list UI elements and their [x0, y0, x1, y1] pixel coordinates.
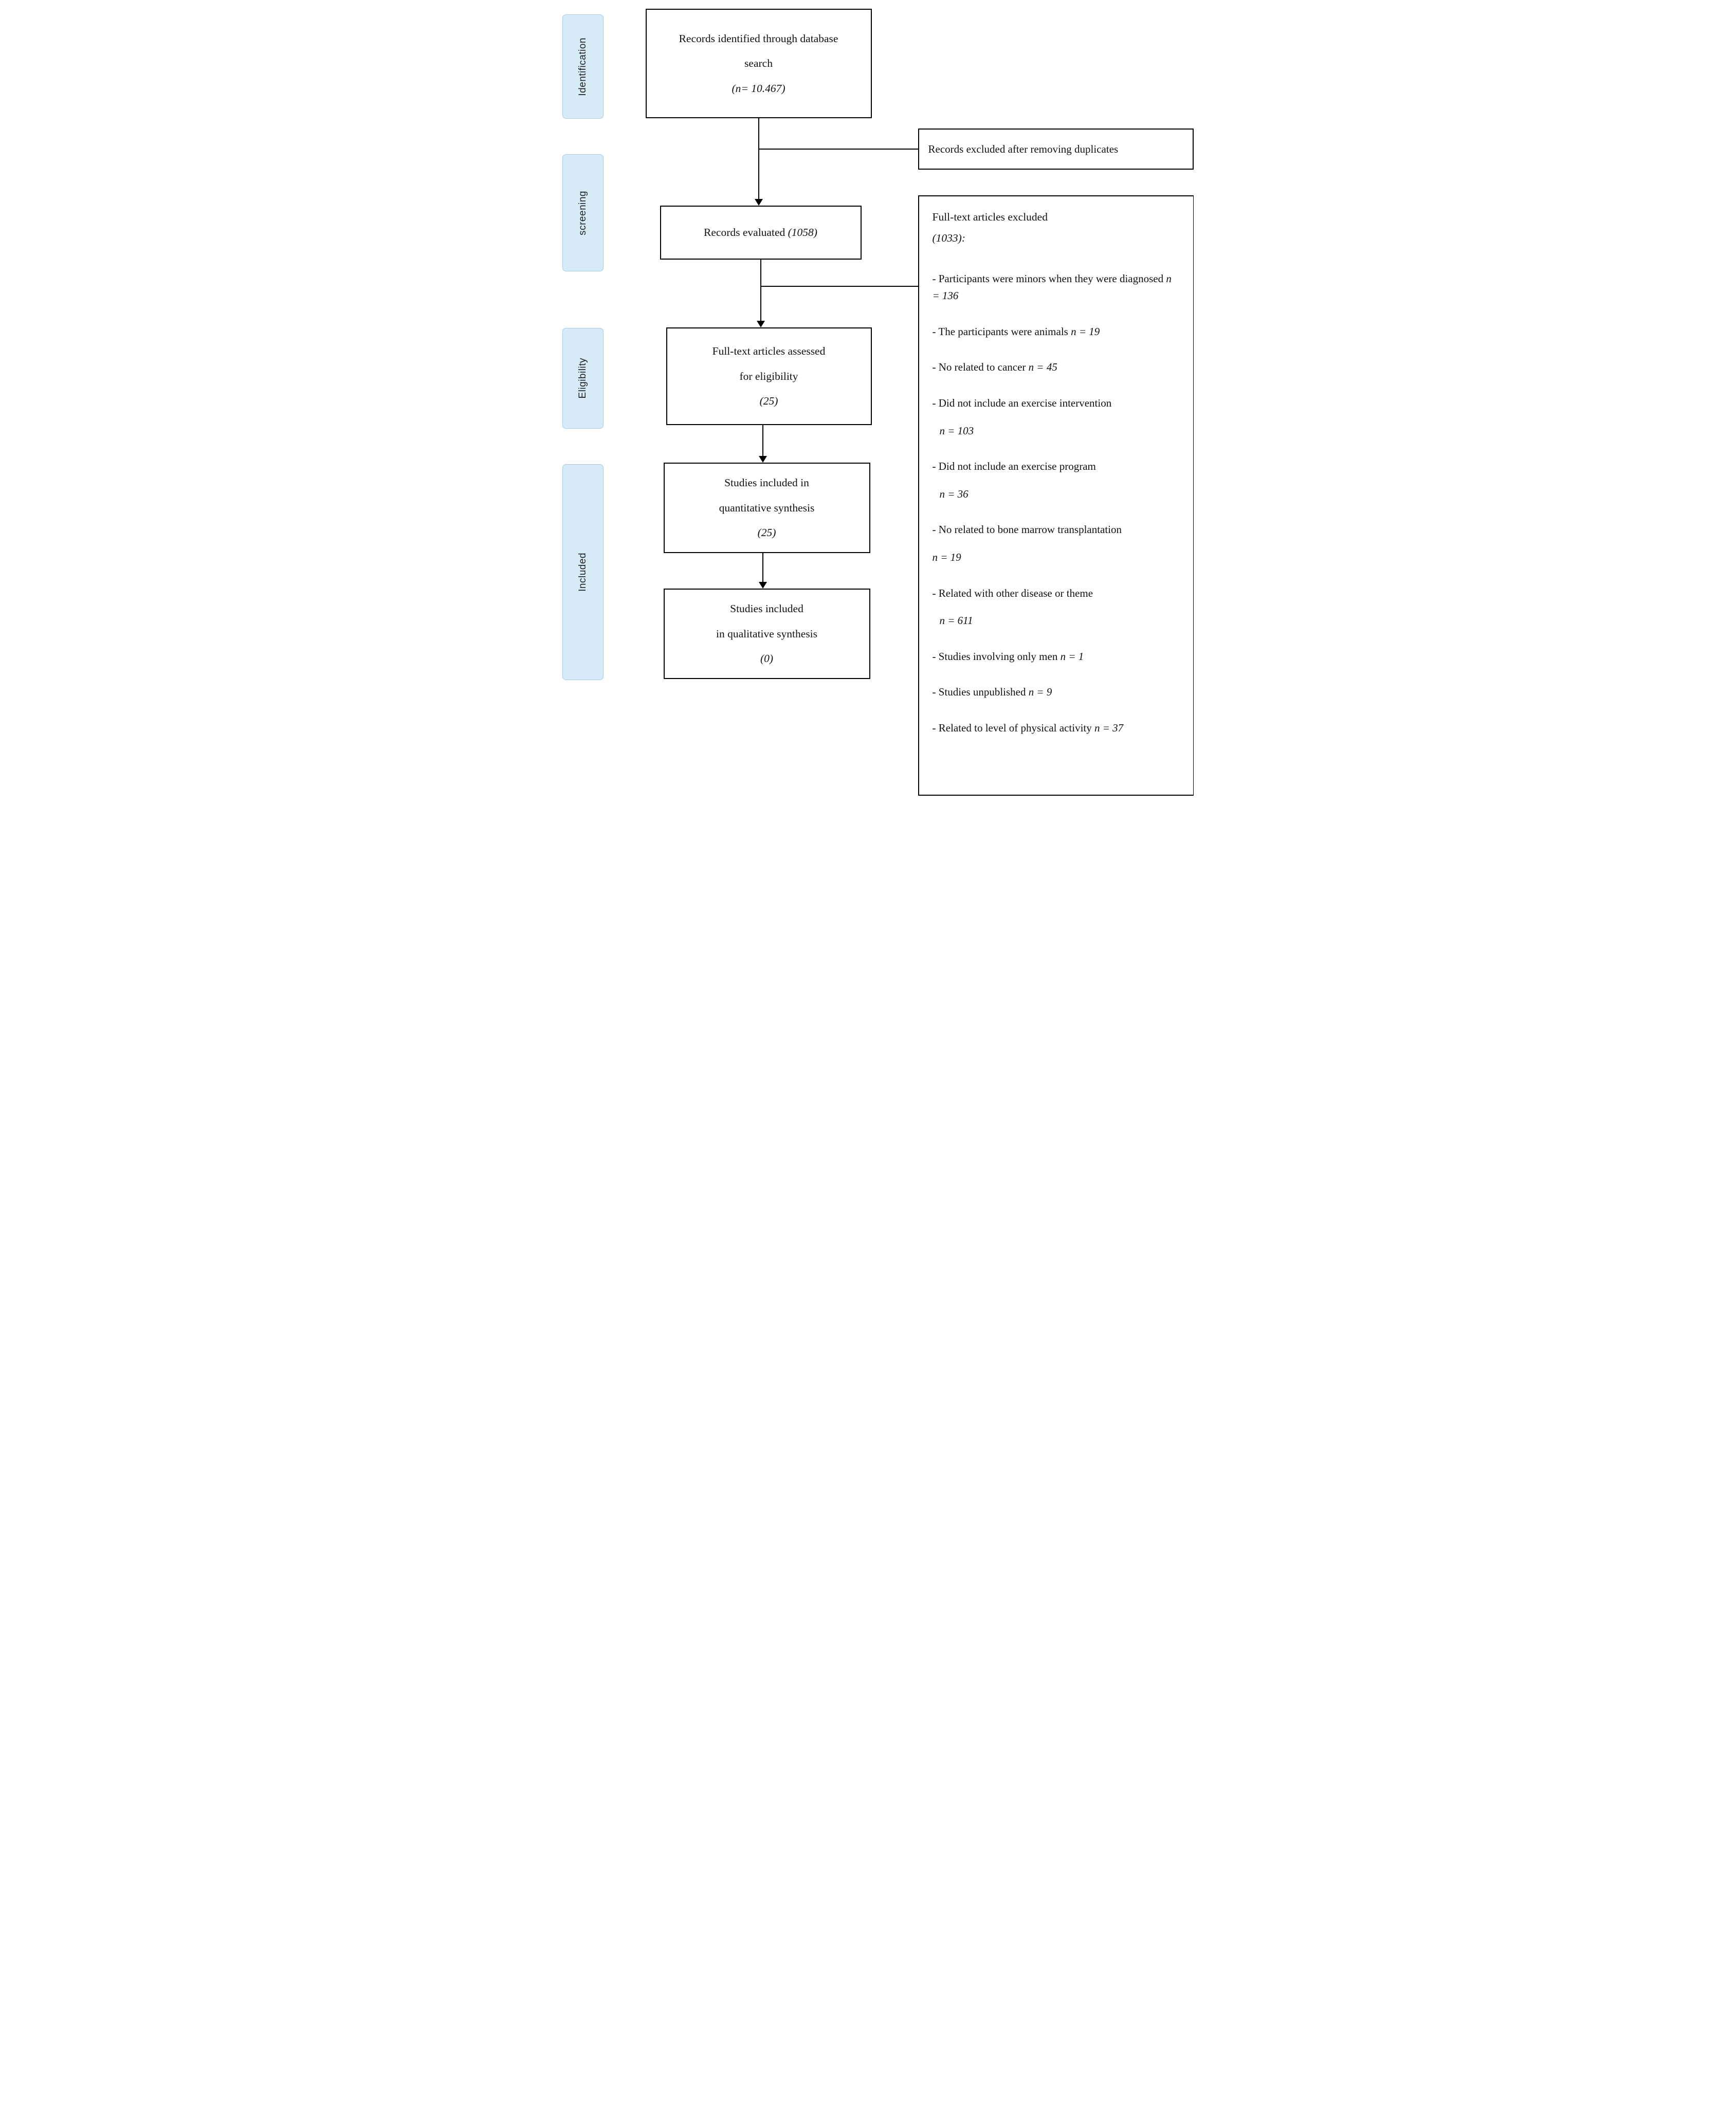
records-identified-line1: Records identified through database [679, 32, 838, 45]
stage-eligibility-label: Eligibility [577, 358, 588, 399]
arrow-fulltext-to-quantitative-line [762, 425, 763, 456]
box-fulltext-assessed [666, 327, 872, 425]
exclusion-reason: - No related to bone marrow transplantation n = 19 [932, 523, 1122, 564]
records-excluded-duplicates-text: Records excluded after removing duplicates [928, 142, 1119, 155]
fulltext-excluded-count: (1033): [932, 231, 965, 244]
exclusion-reason: - Did not include an exercise program n = 36 [932, 460, 1096, 500]
exclusion-reason: - The participants were animals n = 19 [932, 325, 1100, 338]
records-evaluated-text: Records evaluated [704, 226, 788, 239]
stage-included [562, 464, 604, 680]
quantitative-line1: Studies included in [724, 476, 809, 489]
stage-screening [562, 154, 604, 271]
fulltext-excluded-title [933, 207, 1180, 249]
arrow-identified-to-evaluated-head [755, 199, 763, 206]
records-identified-line2: search [744, 57, 773, 70]
box-quantitative-synthesis [664, 463, 870, 553]
fulltext-assessed-count: (25) [759, 395, 778, 408]
arrow-quantitative-to-qualitative-head [759, 582, 767, 589]
qualitative-count: (0) [760, 652, 774, 665]
records-evaluated-count: (1058) [788, 226, 817, 239]
stage-identification [562, 14, 604, 119]
stage-eligibility [562, 328, 604, 429]
arrow-evaluated-to-fulltext-head [757, 321, 765, 327]
box-records-excluded-duplicates [918, 129, 1194, 170]
box-records-identified [646, 9, 872, 118]
qualitative-line1: Studies included [730, 602, 803, 615]
exclusion-reason: - No related to cancer n = 45 [932, 361, 1057, 374]
records-identified-count: (n= 10.467) [732, 82, 785, 95]
records-evaluated-line [704, 220, 817, 245]
exclusion-reason: - Studies involving only men n = 1 [932, 650, 1084, 663]
stage-screening-label: screening [577, 190, 588, 235]
exclusion-reason: - Participants were minors when they were diagnosed n = 136 [932, 272, 1172, 302]
exclusion-reason: - Related with other disease or theme n = 611 [932, 587, 1093, 627]
fulltext-assessed-line2: for eligibility [739, 370, 798, 382]
box-qualitative-synthesis [664, 589, 870, 679]
exclusion-reason: - Related to level of physical activity n = 37 [932, 722, 1124, 734]
arrow-evaluated-to-fulltext-line [760, 260, 761, 321]
box-fulltext-excluded [918, 195, 1194, 796]
quantitative-count: (25) [757, 526, 776, 539]
qualitative-line2: in qualitative synthesis [716, 627, 818, 640]
exclusion-reason: - Studies unpublished n = 9 [932, 686, 1052, 699]
prisma-flow-diagram [543, 0, 1194, 798]
arrow-identified-to-evaluated-line [758, 118, 759, 199]
arrow-fulltext-to-quantitative-head [759, 456, 767, 463]
fulltext-assessed-line1: Full-text articles assessed [712, 345, 826, 358]
fulltext-excluded-title-text: Full-text articles excluded [932, 211, 1048, 223]
connector-exclusions [761, 286, 918, 287]
box-records-evaluated [660, 206, 862, 260]
stage-identification-label: Identification [577, 37, 588, 96]
connector-duplicates [759, 149, 918, 150]
exclusion-reason: - Did not include an exercise intervention n = 103 [932, 397, 1112, 437]
quantitative-line2: quantitative synthesis [719, 501, 815, 514]
stage-included-label: Included [577, 553, 588, 592]
arrow-quantitative-to-qualitative-line [762, 553, 763, 582]
